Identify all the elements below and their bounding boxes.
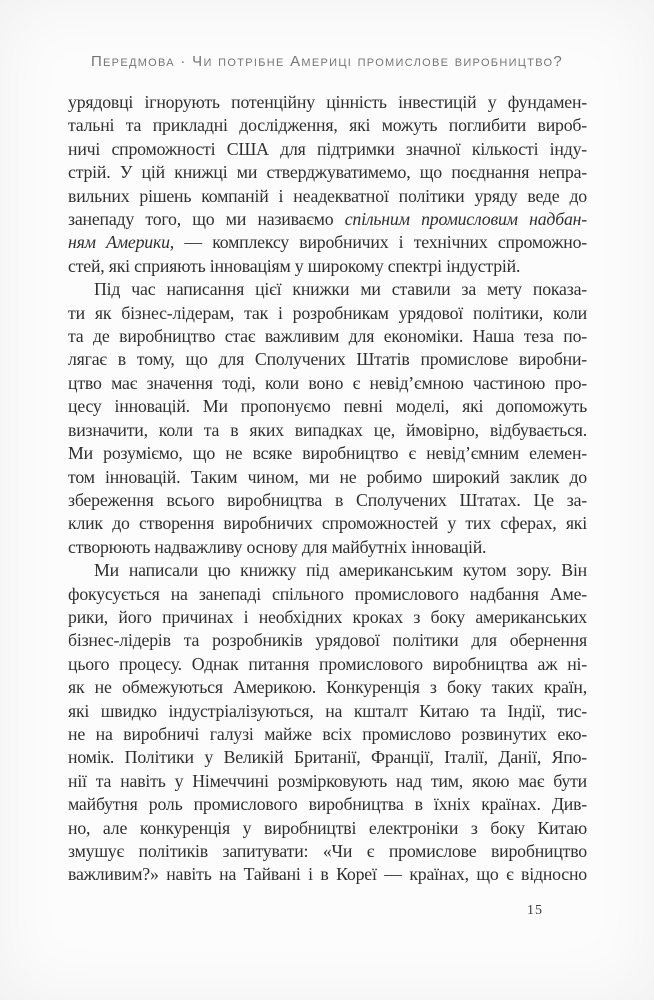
text-segment: збереження всього виробництва в Сполучених Штатах. Це за- bbox=[68, 489, 587, 510]
text-line bbox=[68, 676, 587, 699]
text-line bbox=[68, 746, 587, 769]
text-segment: Ми написали цю книжку під американським кутом зору. Він bbox=[94, 560, 587, 581]
text-segment: занепаду того, що ми називаємо bbox=[68, 209, 345, 230]
text-segment: змушує політиків запитувати: «Чи є промислове виробництво bbox=[68, 841, 587, 861]
text-line bbox=[68, 161, 587, 184]
text-segment: нії та навіть у Німеччині розмірковують над тим, якою має бути bbox=[68, 770, 587, 791]
text-line bbox=[68, 255, 587, 278]
text-segment: цього процесу. Однак питання промислового виробництва аж ні- bbox=[68, 653, 587, 674]
text-segment: стрій. У цій книжці ми стверджуватимемо, що поєднання непра- bbox=[68, 162, 587, 183]
text-line bbox=[68, 348, 587, 371]
text-segment: том інновацій. Таким чином, ми не робимо широкий заклик до bbox=[68, 466, 587, 487]
text-line bbox=[68, 723, 587, 746]
text-segment: рики, його причинах і необхідних кроках з боку американських bbox=[68, 606, 587, 627]
text-line bbox=[68, 700, 587, 723]
text-segment: як не обмежуються Америкою. Конкуренція з боку таких країн, bbox=[68, 677, 587, 698]
text-line bbox=[68, 770, 587, 793]
text-line bbox=[68, 466, 587, 489]
text-line bbox=[68, 278, 587, 301]
text-segment: номік. Політики у Великій Британії, Франції, Італії, Данії, Япо- bbox=[68, 747, 587, 768]
text-segment: стей, які сприяють інноваціям у широкому спектрі індустрій. bbox=[68, 255, 521, 276]
text-segment: фокусується на занепаді спільного промислового надбання Аме- bbox=[68, 583, 587, 604]
text-line bbox=[68, 372, 587, 395]
text-line bbox=[68, 793, 587, 816]
text-line bbox=[68, 325, 587, 348]
text-line bbox=[68, 489, 587, 512]
text-segment: но, але конкуренція у виробництві електроніки з боку Китаю bbox=[68, 817, 587, 838]
text-line bbox=[68, 442, 587, 465]
text-segment: ти як бізнес-лідерам, так і розробникам урядової політики, коли bbox=[68, 302, 587, 323]
paragraph bbox=[68, 559, 587, 887]
text-line bbox=[68, 91, 587, 114]
text-line bbox=[68, 840, 587, 863]
text-line bbox=[68, 114, 587, 137]
italic-text-segment: ням Америки, bbox=[68, 232, 175, 253]
text-segment: цесу інновацій. Ми пропонуємо певні моделі, які допоможуть bbox=[68, 396, 587, 417]
text-segment: Під час написання цієї книжки ми ставили за мету показа- bbox=[94, 279, 587, 300]
running-header: Передмова · Чи потрібне Америці промислове виробництво? bbox=[90, 53, 564, 70]
text-segment: лягає в тому, що для Сполучених Штатів промислове виробни- bbox=[68, 349, 587, 370]
text-line bbox=[68, 185, 587, 208]
text-line bbox=[68, 231, 587, 254]
text-segment: та де виробництво стає важливим для економіки. Наша теза по- bbox=[68, 326, 587, 347]
text-segment: тальні та прикладні дослідження, які можуть поглибити вироб- bbox=[68, 115, 587, 136]
text-segment: важливим?» навіть на Тайвані і в Кореї — країнах, що є відносно bbox=[68, 864, 587, 885]
text-line bbox=[68, 395, 587, 418]
text-segment: вильних рішень компаній і неадекватної політики уряду веде до bbox=[68, 185, 587, 206]
text-line bbox=[68, 817, 587, 840]
text-line bbox=[68, 208, 587, 231]
text-segment: ничі спроможності США для підтримки значної кількості інду- bbox=[68, 138, 587, 159]
text-line bbox=[68, 559, 587, 582]
text-segment: визначити, коли та в яких випадках це, ймовірно, відбувається. bbox=[68, 419, 587, 440]
text-line bbox=[68, 138, 587, 161]
text-line bbox=[68, 302, 587, 325]
text-segment: створюють надважливу основу для майбутніх інновацій. bbox=[68, 536, 487, 557]
text-line bbox=[68, 606, 587, 629]
text-line bbox=[68, 512, 587, 535]
text-segment: Ми розуміємо, що не всяке виробництво є невід’ємним елемен- bbox=[68, 443, 587, 464]
paragraph bbox=[68, 91, 587, 278]
text-segment: цтво має значення тоді, коли воно є невід’ємною частиною про- bbox=[68, 372, 587, 393]
text-line bbox=[68, 629, 587, 652]
paragraph bbox=[68, 278, 587, 559]
text-segment: які швидко індустріалізуються, на кшталт Китаю та Індії, тис- bbox=[68, 700, 587, 721]
page-number: 15 bbox=[527, 903, 543, 918]
text-segment: клик до створення виробничих спроможностей у тих сферах, які bbox=[68, 513, 587, 534]
text-line bbox=[68, 536, 587, 559]
text-line bbox=[68, 583, 587, 606]
text-segment: не на виробничі галузі майже всіх промислово розвинутих еко- bbox=[68, 723, 587, 744]
text-line bbox=[68, 653, 587, 676]
body-text bbox=[68, 91, 587, 887]
text-segment: — комплексу виробничих і технічних спроможно- bbox=[174, 232, 587, 253]
italic-text-segment: спільним промисловим надбан- bbox=[344, 209, 587, 230]
text-line bbox=[68, 863, 587, 886]
text-segment: майбутня роль промислового виробництва в їхніх країнах. Див- bbox=[68, 794, 587, 815]
text-line bbox=[68, 419, 587, 442]
text-segment: бізнес-лідерів та розробників урядової політики для обернення bbox=[68, 630, 587, 651]
text-segment: урядовці ігнорують потенційну цінність інвестицій у фундамен- bbox=[68, 92, 587, 112]
